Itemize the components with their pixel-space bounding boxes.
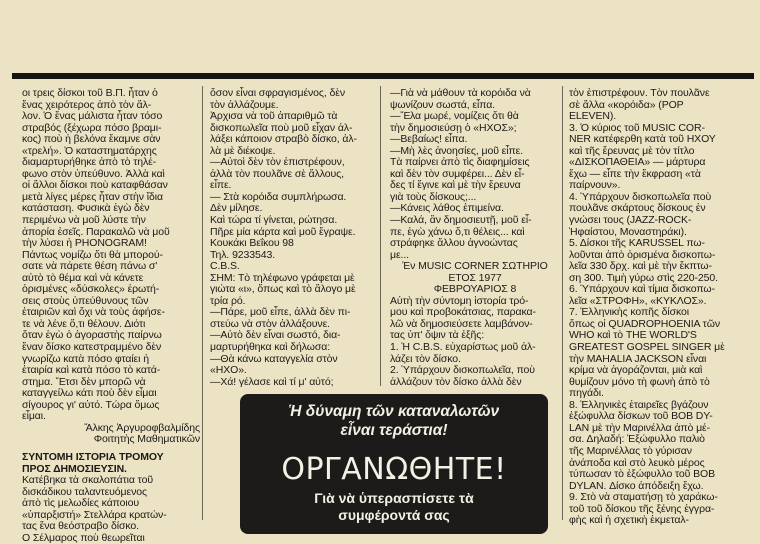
text-line: αὐτὸ τὸ θέμα καὶ νὰ κάνετε [22, 271, 144, 284]
text-line: στράφηκε ἄλλου ἀγνοώντας [390, 237, 518, 250]
text-line: Ἀρχισα νὰ τοῦ ἀπαριθμῶ τὰ [210, 110, 338, 123]
column-2 [210, 88, 378, 388]
text-line: ἕναν δίσκο κατεστραμμένο δὲν [22, 341, 162, 354]
signature-name: Ἄλκης Ἀργυροφβαλμίδης [84, 421, 200, 434]
text-line: μου καὶ προβοκάτσιας, παρακα- [390, 306, 536, 319]
text-line: ση 300. Τιμὴ γύρω στὶς 220-250. [569, 271, 718, 284]
text-line: πε, ἐγὼ χάνω ὅ,τι θέλεις... καὶ [390, 225, 525, 238]
text-line: ἐξώφυλλα δίσκων τοῦ BOB DY- [569, 410, 713, 423]
text-line: λάζει τὸν δίσκο. [390, 352, 461, 365]
text-line: ὁρισμένες «δύσκολες» ἐρωτή- [22, 283, 160, 296]
text-line: —Χά! γέλασε καὶ τί μ' αὐτό; [210, 375, 334, 388]
text-line: οἱ ἄλλοι δίσκοι ποὺ καταφθάσαν [22, 179, 168, 192]
text-line: —Μὴ λὲς ἀνοησίες, μοῦ εἶπε. [390, 144, 524, 157]
text-line: καταγγείλω κάτι ποὺ δὲν εἶμαι [22, 387, 157, 400]
column-3 [390, 88, 560, 388]
text-line: τας ἕνα θεόστραβο δίσκο. [22, 520, 139, 533]
text-line: τύπωσαν τὸ ἐξώφυλλο τοῦ BOB [569, 468, 716, 481]
text-line: δισκάδικου ταλαντευόμενος [22, 485, 147, 498]
text-line: τὴν λύσει ἡ PHONOGRAM! [22, 237, 147, 250]
text-line: — Στὰ κορόιδα συμπλήρωσα. [210, 190, 347, 203]
text-line: Κατέβηκα τὰ σκαλοπάτια τοῦ [22, 474, 153, 487]
text-line: —Αὐτὸ δὲν εἶναι σωστό, δια- [210, 329, 341, 342]
text-line: λοῦνται ἀπὸ ὁρισμένα δισκοπω- [569, 248, 716, 261]
text-line: C.B.S. [210, 260, 240, 273]
text-line: ἑταιριῶν καὶ ὄχι νὰ τοὺς ἀφήσε- [22, 306, 165, 319]
text-line: Ο Σέλμαρος ποὺ θεωρεῖται [22, 531, 145, 544]
text-line: Ἡφαίστου, Μοναστηράκι). [569, 225, 687, 238]
col1-paragraph [22, 88, 200, 423]
text-line: λεῖα «ΣΤΡΟΦΗ», «ΚΥΚΛΟΣ». [569, 294, 707, 307]
ad-headline-line-2: εἶναι τεράστια! [340, 422, 448, 439]
ad-subline-1: Γιὰ νὰ ὑπερασπίσετε τὰ [314, 490, 474, 506]
text-line: ὅσον εἶναι σφραγισμένος, δὲν [210, 87, 345, 99]
col3-dialogue [390, 88, 560, 261]
text-line: —Αὐτοὶ δὲν τὸν ἐπιστρέφουν, [210, 156, 345, 169]
text-line: ἀπὸ τὶς μελωδίες κάποιου [22, 497, 140, 510]
text-line: σίγουρος γι' αὐτό. Τώρα ὅμως [22, 398, 160, 411]
letter-dateline-date: ΦΕΒΡΟΥΑΡΙΟΣ 8 [433, 283, 517, 296]
text-line: τῆς Μαρινέλλας τὸ γύρισαν [569, 444, 692, 457]
text-line: 8. Ἑλληνικὲς ἑταιρεῖες βγάζουν [569, 398, 709, 411]
text-line: τρία ρό. [210, 294, 246, 307]
text-line: ἑταιρία καὶ κατὰ πόσο τὸ κατά- [22, 364, 161, 377]
text-line: καὶ δὲν τὸν συμφέρει... Δὲν εἶ- [390, 167, 525, 180]
letter-dateline-year: ΕΤΟΣ 1977 [448, 271, 502, 284]
text-line: λὰ μὲ διέκοψε. [210, 144, 276, 157]
text-line: ἀλλάζουν τὸν δίσκο ἀλλὰ δὲν [390, 375, 522, 388]
text-line: 9. Στὸ νὰ σταματήσῃ τὸ χαράκω- [569, 491, 718, 504]
ad-headline-line-1: Ἡ δύναμη τῶν καταναλωτῶν [288, 403, 500, 420]
text-line: τὴν δημοσιεύσῃ ὁ «ΗΧΟΣ»; [390, 121, 517, 134]
article-heading-line-2: ΠΡΟΣ ΔΗΜΟΣΙΕΥΣΙΝ. [22, 462, 127, 475]
text-line: στεύω νὰ στὸν ἀλλάξουνε. [210, 317, 330, 330]
text-line: ἀλλὰ τὸν πουλᾶνε σὲ ἄλλους, [210, 167, 344, 180]
text-line: γιώτα «ι», ὅπως καὶ τὸ ἄλογο μὲ [210, 283, 356, 296]
text-line: 7. Ἑλληνικὴς κοπῆς δίσκοι [569, 306, 690, 319]
ad-slogan: ΟΡΓΑΝΩΘΗΤΕ! [281, 452, 507, 487]
consumer-ad-box [240, 394, 548, 534]
text-line: ELEVEN). [569, 110, 617, 123]
text-line: «ΗΧΟ». [210, 364, 247, 377]
text-line: Κουκάκι Βεΐκου 98 [210, 237, 294, 250]
text-line: τας ὑπ' ὄψιν τὰ ἑξῆς: [390, 329, 485, 342]
text-line: Αὐτὴ τὴν σύντομη ἱστορία τρό- [390, 294, 529, 307]
text-line: Τηλ. 9233543. [210, 248, 276, 261]
column-divider [562, 86, 563, 520]
text-line: 3. Ὁ κύριος τοῦ MUSIC COR- [569, 121, 705, 134]
text-line: τοῦ τοῦ δίσκου τῆς ξένης ἐγγρα- [569, 502, 715, 515]
column-1 [22, 88, 200, 544]
text-line: Πῆρε μία κάρτα καὶ μοῦ ἔγραψε. [210, 225, 356, 238]
text-line: φὴς καὶ ἡ σχετικὴ ἐκμεταλ- [569, 514, 689, 527]
text-line: τε νὰ λένε ὅ,τι θέλουν. Διότι [22, 317, 146, 330]
text-line: οι τρεις δίσκοι τοῦ Β.Π. ἦταν ὁ [22, 87, 158, 99]
text-line: —Πάρε, μοῦ εἶπε, ἀλλὰ δὲν πι- [210, 306, 351, 319]
text-line: σὲ ἄλλα «κορόιδα» (POP [569, 98, 684, 111]
text-line: λῶ νὰ δημοσιεύσετε λαμβάνον- [390, 317, 533, 330]
text-line: 5. Δίσκοι τῆς KARUSSEL πω- [569, 237, 705, 250]
text-line: διαμαρτυρήθηκε ἀπὸ τὸ τηλέ- [22, 156, 157, 169]
text-line: εἶπε. [210, 179, 232, 192]
text-line: 4. Ὑπάρχουν δισκοπωλεῖα ποὺ [569, 190, 712, 203]
column-divider [380, 86, 381, 386]
text-line: ἀπορία ἐσεῖς. Παρακαλῶ νὰ μοῦ [22, 225, 170, 238]
text-line: WHO καὶ τὸ THE WORLD'S [569, 329, 697, 342]
text-line: τὸν ἀλλάζουμε. [210, 98, 279, 111]
text-line: τὸν ἐπιστρέφουν. Τὸν πουλᾶνε [569, 87, 710, 99]
text-line: «ΔΙΣΚΟΠΑΘΕΙΑ» — μάρτυρα [569, 156, 706, 169]
text-line: Πάντως νομίζω ὅτι θὰ μπορού- [22, 248, 163, 261]
text-line: Τὰ παίρνει ἀπὸ τὶς διαφημίσεις [390, 156, 530, 169]
text-line: —Καλά, ἂν δημοσιευτῇ, μοῦ εἶ- [390, 214, 532, 227]
text-line: λεῖα 330 δρχ. καὶ μὲ τὴν ἔκπτω- [569, 260, 712, 273]
text-line: κρίμα νὰ ἀγοράζονται, μιὰ καὶ [569, 364, 703, 377]
text-line: γνώσει τους (JAZZ-ROCK- [569, 214, 692, 227]
col1-story [22, 475, 200, 544]
text-line: κος) ποὺ ἡ βελόνα ἔκαμνε σὰν [22, 133, 161, 146]
text-line: δισκοπωλεῖα ποὺ μοῦ εἶχαν ἀλ- [210, 121, 353, 134]
text-line: πηγάδι. [569, 387, 604, 400]
col3-list [390, 296, 560, 388]
text-line: γνωρίζω κατὰ πόσο φταίει ἡ [22, 352, 149, 365]
text-line: λάξει κάποιον στραβὸ δίσκο, ἀλ- [210, 133, 357, 146]
text-line: —Ἔλα μωρέ, νομίζεις ὅτι θὰ [390, 110, 519, 123]
text-line: στημα. Ἔτσι δὲν μπορῶ νὰ [22, 375, 146, 388]
text-line: ἕνας χειρότερος ἀπὸ τὸν ἄλ- [22, 98, 152, 111]
text-line: ἀνάποδα καὶ στὸ λευκὸ μέρος [569, 456, 705, 469]
text-line: παίρνουν». [569, 179, 621, 192]
column-divider [202, 86, 203, 520]
text-line: ΣΗΜ: Τὸ τηλέφωνο γράφεται μὲ [210, 271, 355, 284]
text-line: δες τί ἔγινε καὶ μὲ τὴν ἔρευνα [390, 179, 521, 192]
text-line: GREATEST GOSPEL SINGER μὲ [569, 341, 725, 354]
text-line: NER κατέφερθη κατὰ τοῦ ΗΧΟΥ [569, 133, 716, 146]
column-4 [569, 88, 755, 527]
text-line: ὅπως οἱ QUADROPHOENIA τῶν [569, 317, 720, 330]
text-line: —Θὰ κάνω καταγγελία στὸν [210, 352, 338, 365]
text-line: —Γιὰ νὰ μάθουν τὰ κορόιδα νὰ [390, 87, 531, 99]
col4-list [569, 88, 755, 527]
text-line: μαρτυρήθηκα καὶ δήλωσα: [210, 341, 331, 354]
text-line: φωνο στὸν ὑπεύθυνο. Ἀλλὰ καὶ [22, 167, 165, 180]
text-line: μετὰ λίγες μέρες ἦταν στὴν ἴδια [22, 190, 163, 203]
text-line: —Βεβαίως! εἶπα. [390, 133, 468, 146]
signature-title: Φοιτητὴς Μαθηματικῶν [93, 433, 200, 446]
text-line: 6. Ὑπάρχουν καὶ τίμια δισκοπω- [569, 283, 715, 296]
top-rule [12, 73, 754, 79]
text-line: στραβός (ξέχωρα πόσο βραμι- [22, 121, 162, 134]
text-line: τὴν MAHALIA JACKSON εἶναι [569, 352, 707, 365]
text-line: πουλᾶνε σκάρτους δίσκους ἐν [569, 202, 706, 215]
text-line: Δὲν μίλησε. [210, 202, 263, 215]
text-line: ὅταν ἐγὼ ὁ ἀγοραστὴς παίρνω [22, 329, 162, 342]
col2-text [210, 88, 378, 388]
text-line: «ὑπαρξιστή» Στελλάρα κρατών- [22, 508, 167, 521]
text-line: κατάσταση. Φυσικὰ ἐγὼ δὲν [22, 202, 150, 215]
text-line: σα. Δηλαδή: Ἐξώφυλλο παλιὸ [569, 433, 705, 446]
text-line: εἶμαι. [22, 410, 46, 423]
text-line: «τρελή». Ὁ καταστηματάρχης [22, 144, 157, 157]
text-line: 1. Ἡ C.B.S. εὐχαρίστως μοῦ ἀλ- [390, 341, 536, 354]
text-line: με... [390, 248, 409, 261]
text-line: καὶ τῆς ἔρευνας μὲ τὸν τίτλο [569, 144, 695, 157]
text-line: περιμένω νὰ μοῦ λύστε τὴν [22, 214, 146, 227]
article-heading-line-1: ΣΥΝΤΟΜΗ ΙΣΤΟΡΙΑ ΤΡΟΜΟΥ [22, 450, 164, 463]
text-line: DYLAN. Δίσκο ἀπόδειξη ἔχω. [569, 479, 704, 492]
text-line: LAN μὲ τὴν Μαρινέλλα ἀπὸ μέ- [569, 421, 711, 434]
text-line: —Κάνεις λάθος ἐπιμείνα. [390, 202, 504, 215]
text-line: γιὰ τοὺς δίσκους;... [390, 190, 477, 203]
text-line: Καὶ τώρα τί γίνεται, ρώτησα. [210, 214, 338, 227]
text-line: θυμίζουν μόνο τὴ φωνὴ ἀπὸ τὸ [569, 375, 710, 388]
text-line: 2. Ὑπάρχουν δισκοπωλεῖα, ποὺ [390, 364, 535, 377]
text-line: σεις στοὺς ὑπεύθυνους τῶν [22, 294, 149, 307]
text-line: σατε νὰ πάρετε θέση πάνω σ' [22, 260, 158, 273]
text-line: ψωνίζουν σωστά, εἶπα. [390, 98, 496, 111]
ad-subline-2: συμφέροντά σας [338, 507, 450, 523]
text-line: λον. Ὁ ἕνας μάλιστα ἦταν τόσο [22, 110, 163, 123]
text-line: ἔχω — εἶπε τὴν ἔκφραση «τὰ [569, 167, 701, 180]
letter-dateline-place: Ἐν MUSIC CORNER ΣΩΤΗΡΙΟ [402, 260, 548, 273]
